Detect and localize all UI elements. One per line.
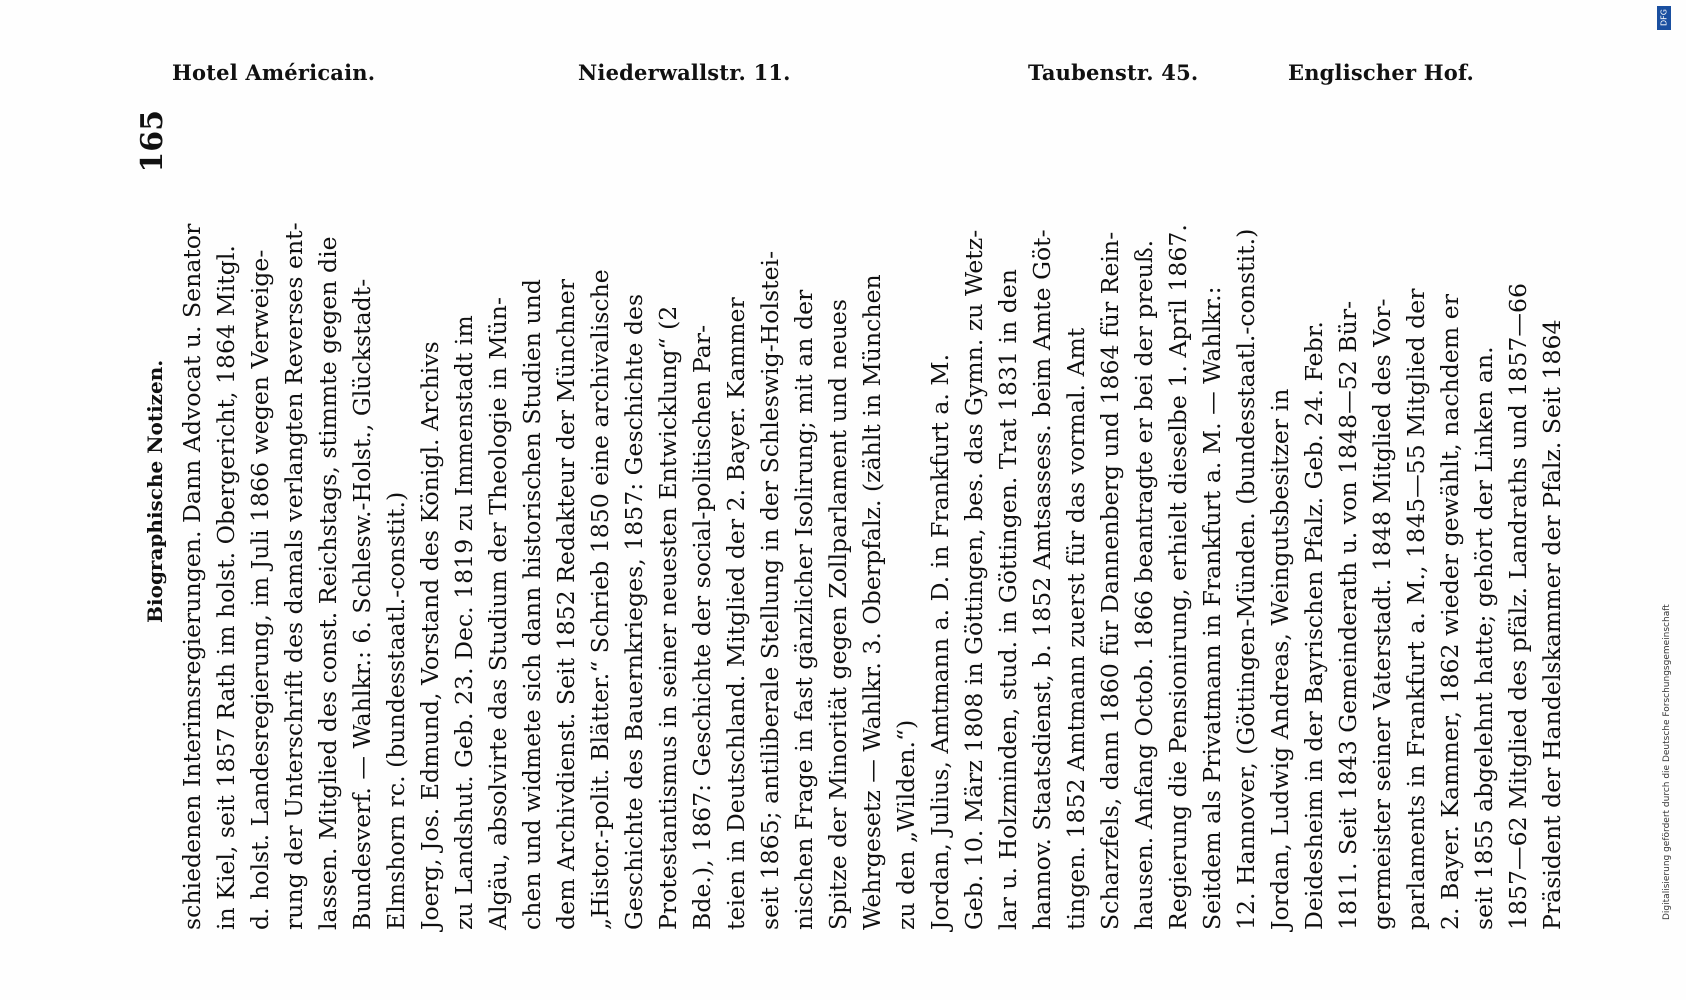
text-lines [175,110,1569,930]
text-line: Wehrgesetz — Wahlkr. 3. Oberpfalz. (zählt in München [858,274,886,930]
text-line: seit 1855 abgelehnt hatte; gehört der Linken an. [1470,346,1498,930]
text-line: seit 1865; antiliberale Stellung in der Schleswig-Holstei- [756,250,784,930]
text-line: lassen. Mitglied des const. Reichstags, stimmte gegen die [314,236,342,930]
text-line: teien in Deutschland. Mitglied der 2. Bayer. Kammer [722,297,750,930]
text-line: Geb. 10. März 1808 in Göttingen, bes. das Gymn. zu Wetz- [960,229,988,930]
text-line: 2. Bayer. Kammer, 1862 wieder gewählt, nachdem er [1436,294,1464,930]
rotated-text-block [135,100,1566,940]
text-line: Elmshorn rc. (bundesstaatl.-constit.) [382,491,410,930]
text-line: „Histor.-polit. Blätter.“ Schrieb 1850 eine archivalische [586,269,614,930]
running-title: Biographische Notizen. [143,359,167,623]
text-line: Scharzfels, dann 1860 für Dannenberg und 1864 für Rein- [1096,231,1124,930]
running-title-row [135,110,175,930]
dfg-logo: DFG [1657,6,1671,30]
text-line: Präsident der Handelskammer der Pfalz. Seit 1864 [1538,319,1566,930]
text-line: Algäu, absolvirte das Studium der Theologie in Mün- [484,297,512,930]
text-line: hannov. Staatsdienst, b. 1852 Amtsassess. beim Amte Göt- [1028,229,1056,930]
text-line: Deidesheim in der Bayrischen Pfalz. Geb. 24. Febr. [1300,321,1328,930]
text-line: Joerg, Jos. Edmund, Vorstand des Königl. Archivs [416,341,444,930]
text-line: zu den „Wilden.“) [892,719,920,930]
running-header-1: Hotel Américain. [172,60,376,85]
text-line: zu Landshut. Geb. 23. Dec. 1819 zu Immenstadt im [450,315,478,930]
running-header-2: Niederwallstr. 11. [578,60,791,85]
text-line: Jordan, Julius, Amtmann a. D. in Frankfurt a. M. [926,353,954,930]
text-line: lar u. Holzminden, stud. in Göttingen. Trat 1831 in den [994,269,1022,930]
text-line: tingen. 1852 Amtmann zuerst für das vormal. Amt [1062,327,1090,930]
text-line: chen und widmete sich dann historischen Studien und [518,279,546,930]
text-line: Protestantismus in seiner neuesten Entwicklung“ (2 [654,305,682,930]
page-number: 165 [135,110,170,173]
text-line: 1811. Seit 1843 Gemeinderath u. von 1848—52 Bür- [1334,300,1362,930]
text-line: nischen Frage in fast gänzlicher Isolirung; mit an der [790,289,818,930]
text-line: Spitze der Minorität gegen Zollparlament und neues [824,299,852,930]
text-line: Bde.), 1867: Geschichte der social-politischen Par- [688,324,716,930]
text-line: Jordan, Ludwig Andreas, Weingutsbesitzer in [1266,388,1294,930]
rotated-text-inner [135,100,1566,940]
text-line: parlaments in Frankfurt a. M., 1845—55 Mitglied der [1402,288,1430,930]
running-header-3: Taubenstr. 45. [1028,60,1199,85]
text-line: schiedenen Interimsregierungen. Dann Advocat u. Senator [178,223,206,930]
text-line: Seitdem als Privatmann in Frankfurt a. M. — Wahlkr.: [1198,286,1226,930]
text-line: dem Archivdienst. Seit 1852 Redakteur der Münchner [552,279,580,930]
text-line: Geschichte des Bauernkrieges, 1857: Geschichte des [620,293,648,930]
running-header-4: Englischer Hof. [1288,60,1474,85]
text-line: rung der Unterschrift des damals verlangten Reverses ent- [280,222,308,930]
text-line: d. holst. Landesregierung, im Juli 1866 wegen Verweige- [246,249,274,930]
funding-note: Digitalisierung gefördert durch die Deutsche Forschungsgemeinschaft [1662,604,1672,920]
text-line: Regierung die Pensionirung, erhielt dieselbe 1. April 1867. [1164,224,1192,930]
text-line: in Kiel, seit 1857 Rath im holst. Obergericht, 1864 Mitgl. [212,245,240,930]
text-line: 12. Hannover, (Göttingen-Münden. (bundesstaatl.-constit.) [1232,228,1260,930]
text-line: 1857—62 Mitglied des pfälz. Landraths und 1857—66 [1504,283,1532,930]
text-line: germeister seiner Vaterstadt. 1848 Mitglied des Vor- [1368,298,1396,930]
text-line: hausen. Anfang Octob. 1866 beantragte er bei der preuß. [1130,239,1158,930]
text-line: Bundesverf. — Wahlkr.: 6. Schlesw.-Holst., Glückstadt- [348,278,376,930]
